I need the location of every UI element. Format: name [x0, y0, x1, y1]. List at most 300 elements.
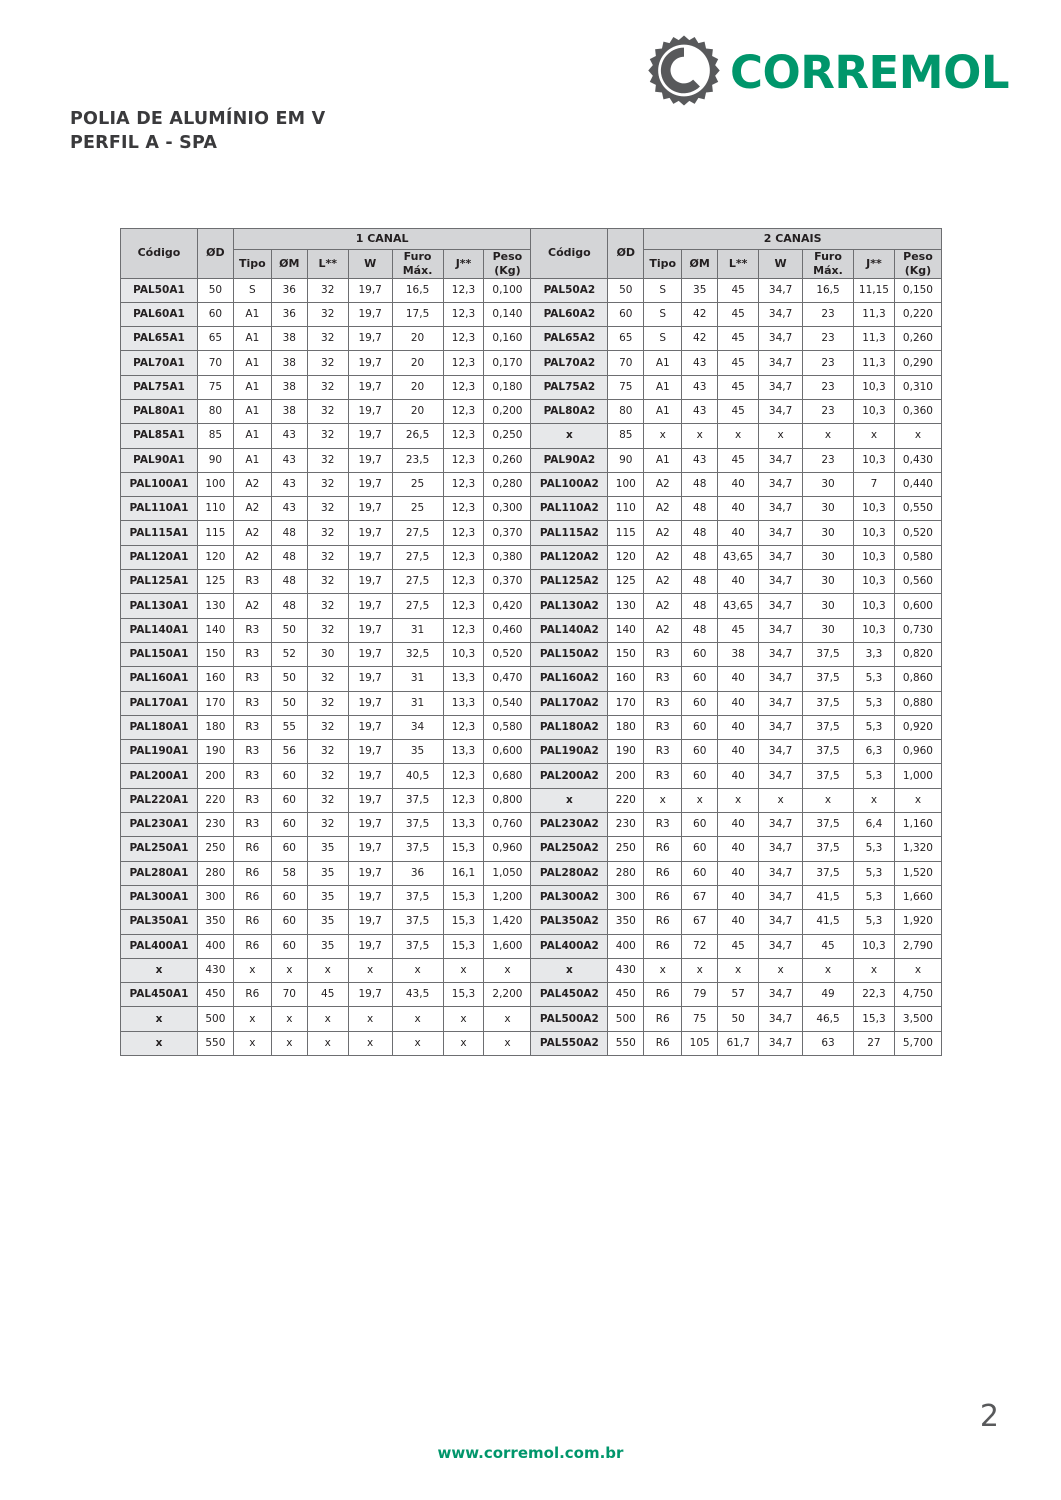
table-cell-value: 32: [307, 570, 348, 594]
page-title-line1: POLIA DE ALUMÍNIO EM V: [70, 109, 326, 129]
table-cell-value: 430: [197, 958, 233, 982]
table-cell-code: PAL400A2: [531, 934, 608, 958]
header-peso-1: [484, 250, 531, 279]
table-cell-value: A1: [233, 351, 271, 375]
table-row: [121, 837, 942, 861]
table-cell-value: x: [484, 1007, 531, 1031]
table-cell-value: 48: [682, 472, 718, 496]
table-cell-value: 0,600: [484, 740, 531, 764]
table-cell-value: 6,4: [853, 813, 894, 837]
table-cell-value: 34,7: [759, 521, 803, 545]
table-cell-value: 37,5: [392, 813, 443, 837]
table-cell-value: 0,440: [894, 472, 941, 496]
table-cell-value: 34,7: [759, 934, 803, 958]
table-cell-value: R3: [644, 764, 682, 788]
table-cell-value: 160: [197, 667, 233, 691]
table-cell-value: 20: [392, 399, 443, 423]
table-cell-value: 32: [307, 448, 348, 472]
table-cell-value: 36: [392, 861, 443, 885]
table-cell-value: 10,3: [443, 642, 484, 666]
table-cell-value: 15,3: [443, 983, 484, 1007]
table-cell-value: 110: [197, 497, 233, 521]
table-cell-value: 32: [307, 424, 348, 448]
table-row: [121, 861, 942, 885]
table-cell-code: PAL125A2: [531, 570, 608, 594]
table-cell-value: R3: [644, 667, 682, 691]
table-cell-value: 48: [682, 618, 718, 642]
table-cell-code: PAL50A2: [531, 278, 608, 302]
table-cell-value: 12,3: [443, 618, 484, 642]
header-furo-2-line1: Furo: [814, 250, 842, 263]
table-cell-value: 180: [197, 715, 233, 739]
table-cell-value: 12,3: [443, 764, 484, 788]
header-l-2: L**: [718, 250, 759, 279]
table-cell-value: 40: [718, 570, 759, 594]
table-cell-code: PAL90A1: [121, 448, 198, 472]
table-row: [121, 302, 942, 326]
table-cell-value: 27,5: [392, 594, 443, 618]
table-cell-value: 36: [271, 278, 307, 302]
table-cell-value: x: [392, 1007, 443, 1031]
table-cell-value: 19,7: [348, 545, 392, 569]
table-cell-value: 37,5: [392, 837, 443, 861]
table-cell-value: 0,560: [894, 570, 941, 594]
table-cell-value: 75: [608, 375, 644, 399]
table-cell-value: 80: [197, 399, 233, 423]
table-cell-value: 32: [307, 764, 348, 788]
table-cell-value: 100: [608, 472, 644, 496]
table-cell-code: PAL160A1: [121, 667, 198, 691]
table-cell-value: 43,65: [718, 594, 759, 618]
table-cell-value: 75: [197, 375, 233, 399]
header-peso-2: [894, 250, 941, 279]
table-cell-value: A2: [233, 545, 271, 569]
table-cell-value: 200: [197, 764, 233, 788]
table-cell-value: x: [853, 424, 894, 448]
table-cell-value: 34,7: [759, 764, 803, 788]
brand-name: CORREMOL: [729, 45, 1009, 99]
table-cell-value: 70: [271, 983, 307, 1007]
table-cell-value: 37,5: [392, 788, 443, 812]
table-cell-value: 220: [608, 788, 644, 812]
table-cell-value: 13,3: [443, 740, 484, 764]
table-cell-value: 55: [271, 715, 307, 739]
table-cell-value: R6: [644, 934, 682, 958]
table-cell-code: PAL300A1: [121, 885, 198, 909]
table-cell-value: 60: [608, 302, 644, 326]
table-cell-value: 23: [803, 302, 854, 326]
table-cell-value: 37,5: [803, 861, 854, 885]
table-cell-value: 52: [271, 642, 307, 666]
table-cell-value: 23: [803, 399, 854, 423]
table-cell-value: 0,220: [894, 302, 941, 326]
table-cell-value: A2: [644, 521, 682, 545]
table-cell-value: x: [718, 958, 759, 982]
table-cell-value: 75: [682, 1007, 718, 1031]
header-furo-1-line2: Máx.: [402, 263, 433, 277]
table-cell-value: 110: [608, 497, 644, 521]
table-cell-value: 60: [271, 934, 307, 958]
table-cell-value: 43: [682, 375, 718, 399]
table-cell-value: 0,300: [484, 497, 531, 521]
table-cell-value: 37,5: [803, 740, 854, 764]
table-cell-value: 19,7: [348, 521, 392, 545]
table-cell-value: 37,5: [392, 885, 443, 909]
table-cell-code: PAL140A2: [531, 618, 608, 642]
table-row: [121, 545, 942, 569]
table-cell-value: 32: [307, 521, 348, 545]
table-cell-value: 19,7: [348, 837, 392, 861]
table-cell-code: PAL190A1: [121, 740, 198, 764]
table-cell-value: 40: [718, 521, 759, 545]
table-cell-value: 0,800: [484, 788, 531, 812]
table-cell-value: 0,100: [484, 278, 531, 302]
table-cell-value: 34,7: [759, 1007, 803, 1031]
table-cell-value: 19,7: [348, 910, 392, 934]
table-cell-value: 37,5: [392, 934, 443, 958]
table-cell-value: 0,180: [484, 375, 531, 399]
table-row: [121, 1031, 942, 1055]
table-cell-value: 30: [803, 497, 854, 521]
table-cell-value: 2,200: [484, 983, 531, 1007]
table-cell-value: 34,7: [759, 1031, 803, 1055]
table-cell-value: x: [307, 1007, 348, 1031]
table-cell-value: 1,920: [894, 910, 941, 934]
table-cell-value: 13,3: [443, 691, 484, 715]
table-cell-value: 37,5: [392, 910, 443, 934]
table-cell-value: 48: [682, 570, 718, 594]
table-cell-value: 38: [271, 399, 307, 423]
table-cell-value: 5,700: [894, 1031, 941, 1055]
table-cell-value: 34,7: [759, 642, 803, 666]
table-cell-value: 37,5: [803, 813, 854, 837]
header-om-2: ØM: [682, 250, 718, 279]
table-cell-value: x: [894, 424, 941, 448]
table-cell-value: 10,3: [853, 934, 894, 958]
table-cell-value: x: [894, 788, 941, 812]
table-cell-code: PAL180A2: [531, 715, 608, 739]
table-cell-value: 500: [197, 1007, 233, 1031]
table-cell-value: x: [233, 1031, 271, 1055]
table-row: [121, 983, 942, 1007]
table-cell-value: 90: [608, 448, 644, 472]
table-cell-value: 32: [307, 375, 348, 399]
table-cell-value: 5,3: [853, 861, 894, 885]
table-cell-value: 45: [718, 302, 759, 326]
table-row: [121, 351, 942, 375]
table-cell-code: PAL500A2: [531, 1007, 608, 1031]
table-cell-value: 220: [197, 788, 233, 812]
table-cell-value: 56: [271, 740, 307, 764]
table-cell-value: 60: [682, 764, 718, 788]
table-cell-value: 37,5: [803, 715, 854, 739]
table-cell-value: 34,7: [759, 448, 803, 472]
table-cell-value: x: [348, 958, 392, 982]
table-cell-code: x: [531, 424, 608, 448]
table-cell-value: 32: [307, 302, 348, 326]
table-cell-value: 19,7: [348, 740, 392, 764]
table-cell-code: x: [531, 788, 608, 812]
table-cell-value: 12,3: [443, 497, 484, 521]
table-cell-value: 45: [718, 448, 759, 472]
table-cell-value: 43: [271, 424, 307, 448]
table-cell-value: 32: [307, 715, 348, 739]
table-cell-value: 16,5: [803, 278, 854, 302]
table-cell-value: 300: [197, 885, 233, 909]
table-cell-value: 550: [608, 1031, 644, 1055]
table-cell-value: S: [644, 327, 682, 351]
table-cell-value: A1: [644, 351, 682, 375]
table-cell-value: 150: [608, 642, 644, 666]
table-cell-value: 5,3: [853, 837, 894, 861]
table-cell-value: 32: [307, 545, 348, 569]
table-cell-code: PAL450A2: [531, 983, 608, 1007]
table-cell-value: x: [853, 958, 894, 982]
table-cell-value: 34,7: [759, 813, 803, 837]
table-cell-value: A2: [644, 545, 682, 569]
table-cell-value: 10,3: [853, 545, 894, 569]
table-cell-value: 0,920: [894, 715, 941, 739]
table-cell-value: 40: [718, 667, 759, 691]
table-cell-value: 45: [718, 327, 759, 351]
table-cell-value: 32: [307, 497, 348, 521]
table-cell-value: A2: [233, 497, 271, 521]
table-cell-code: PAL550A2: [531, 1031, 608, 1055]
table-cell-value: 35: [307, 934, 348, 958]
table-cell-value: 0,520: [894, 521, 941, 545]
table-cell-value: x: [718, 424, 759, 448]
table-cell-value: 11,15: [853, 278, 894, 302]
table-cell-value: 12,3: [443, 424, 484, 448]
table-cell-value: 15,3: [443, 934, 484, 958]
table-cell-value: 10,3: [853, 570, 894, 594]
table-cell-value: x: [271, 1007, 307, 1031]
table-cell-value: 80: [608, 399, 644, 423]
table-cell-value: R3: [644, 715, 682, 739]
table-cell-code: PAL110A2: [531, 497, 608, 521]
table-cell-code: PAL450A1: [121, 983, 198, 1007]
table-cell-value: 65: [197, 327, 233, 351]
table-row: [121, 448, 942, 472]
table-cell-value: 15,3: [443, 837, 484, 861]
pulley-spec-table: [120, 228, 942, 1056]
table-cell-value: 11,3: [853, 327, 894, 351]
table-cell-value: x: [759, 788, 803, 812]
table-cell-value: x: [392, 958, 443, 982]
table-cell-value: R3: [233, 740, 271, 764]
table-cell-value: 34,7: [759, 618, 803, 642]
table-cell-value: S: [233, 278, 271, 302]
table-cell-value: 30: [803, 472, 854, 496]
table-cell-value: 115: [197, 521, 233, 545]
table-cell-value: 34,7: [759, 497, 803, 521]
table-cell-value: 230: [197, 813, 233, 837]
header-furo-2-line2: Máx.: [813, 263, 843, 277]
table-cell-value: 50: [271, 667, 307, 691]
table-cell-value: 58: [271, 861, 307, 885]
table-cell-value: 38: [271, 351, 307, 375]
table-cell-value: 32,5: [392, 642, 443, 666]
table-cell-value: 32: [307, 740, 348, 764]
table-cell-code: PAL280A1: [121, 861, 198, 885]
table-cell-value: x: [392, 1031, 443, 1055]
table-cell-value: 34,7: [759, 594, 803, 618]
table-cell-value: x: [443, 1031, 484, 1055]
table-cell-code: PAL115A1: [121, 521, 198, 545]
header-peso-2-line2: (Kg): [904, 263, 932, 277]
table-cell-code: PAL65A1: [121, 327, 198, 351]
table-cell-value: 23,5: [392, 448, 443, 472]
table-row: [121, 788, 942, 812]
table-cell-code: PAL200A2: [531, 764, 608, 788]
table-row: [121, 715, 942, 739]
table-cell-value: A1: [233, 375, 271, 399]
table-cell-value: 19,7: [348, 375, 392, 399]
table-cell-value: 115: [608, 521, 644, 545]
table-cell-value: 60: [271, 910, 307, 934]
table-cell-value: A2: [644, 594, 682, 618]
table-cell-value: 40,5: [392, 764, 443, 788]
table-cell-value: 12,3: [443, 448, 484, 472]
table-cell-value: 350: [608, 910, 644, 934]
table-cell-value: 400: [608, 934, 644, 958]
table-cell-value: 23: [803, 351, 854, 375]
table-cell-value: 67: [682, 910, 718, 934]
table-cell-value: A1: [644, 448, 682, 472]
table-cell-value: 60: [271, 837, 307, 861]
table-cell-value: 34: [392, 715, 443, 739]
table-cell-value: 60: [271, 813, 307, 837]
table-cell-value: 0,370: [484, 570, 531, 594]
table-cell-value: 0,150: [894, 278, 941, 302]
table-cell-value: 1,050: [484, 861, 531, 885]
table-cell-value: 34,7: [759, 715, 803, 739]
table-cell-value: 43: [271, 472, 307, 496]
table-cell-value: 25: [392, 472, 443, 496]
table-cell-value: 3,500: [894, 1007, 941, 1031]
table-cell-value: 0,290: [894, 351, 941, 375]
table-cell-value: 40: [718, 813, 759, 837]
table-cell-value: 5,3: [853, 667, 894, 691]
table-cell-value: A1: [233, 327, 271, 351]
table-cell-value: x: [894, 958, 941, 982]
table-cell-code: PAL80A1: [121, 399, 198, 423]
table-cell-value: 1,000: [894, 764, 941, 788]
table-cell-value: 34,7: [759, 861, 803, 885]
table-cell-value: 32: [307, 278, 348, 302]
table-cell-value: 0,250: [484, 424, 531, 448]
table-cell-value: 48: [271, 570, 307, 594]
table-cell-value: 36: [271, 302, 307, 326]
table-row: [121, 472, 942, 496]
table-cell-value: 23: [803, 375, 854, 399]
table-cell-value: 0,520: [484, 642, 531, 666]
table-cell-value: 19,7: [348, 642, 392, 666]
table-cell-value: 105: [682, 1031, 718, 1055]
table-cell-value: R3: [644, 813, 682, 837]
table-cell-value: A2: [233, 594, 271, 618]
table-cell-value: R6: [233, 885, 271, 909]
table-cell-value: R6: [233, 837, 271, 861]
table-cell-value: 7: [853, 472, 894, 496]
table-cell-value: 72: [682, 934, 718, 958]
table-cell-value: R6: [233, 861, 271, 885]
table-cell-value: 40: [718, 715, 759, 739]
table-cell-value: 19,7: [348, 788, 392, 812]
table-cell-value: 19,7: [348, 983, 392, 1007]
table-cell-value: R6: [644, 1031, 682, 1055]
table-cell-value: 13,3: [443, 813, 484, 837]
header-furo-max-1: [392, 250, 443, 279]
table-cell-code: PAL130A1: [121, 594, 198, 618]
table-cell-value: 34,7: [759, 837, 803, 861]
table-cell-value: 32: [307, 594, 348, 618]
table-cell-code: PAL65A2: [531, 327, 608, 351]
table-cell-code: PAL115A2: [531, 521, 608, 545]
table-cell-value: 60: [271, 788, 307, 812]
table-cell-code: PAL120A2: [531, 545, 608, 569]
table-cell-value: 60: [271, 764, 307, 788]
table-cell-value: A1: [233, 302, 271, 326]
table-cell-value: 19,7: [348, 764, 392, 788]
table-cell-value: 34,7: [759, 351, 803, 375]
table-cell-value: 1,660: [894, 885, 941, 909]
table-cell-value: 0,370: [484, 521, 531, 545]
table-cell-code: PAL130A2: [531, 594, 608, 618]
header-tipo-2: Tipo: [644, 250, 682, 279]
table-cell-value: R3: [644, 642, 682, 666]
table-cell-value: 12,3: [443, 327, 484, 351]
table-cell-value: 125: [608, 570, 644, 594]
table-cell-value: 0,680: [484, 764, 531, 788]
table-cell-value: 1,320: [894, 837, 941, 861]
table-cell-value: 35: [392, 740, 443, 764]
table-cell-value: 60: [682, 667, 718, 691]
table-cell-value: 43: [271, 497, 307, 521]
table-row: [121, 570, 942, 594]
table-cell-value: 16,5: [392, 278, 443, 302]
table-cell-value: 70: [197, 351, 233, 375]
table-cell-value: 90: [197, 448, 233, 472]
table-cell-value: 10,3: [853, 448, 894, 472]
table-cell-value: 34,7: [759, 885, 803, 909]
table-cell-value: R6: [644, 837, 682, 861]
table-cell-value: R6: [644, 983, 682, 1007]
table-cell-value: x: [443, 958, 484, 982]
table-cell-value: 34,7: [759, 399, 803, 423]
table-cell-code: PAL400A1: [121, 934, 198, 958]
table-cell-code: x: [121, 1031, 198, 1055]
table-cell-value: 20: [392, 327, 443, 351]
table-cell-value: 5,3: [853, 715, 894, 739]
table-cell-value: x: [233, 1007, 271, 1031]
table-row: [121, 764, 942, 788]
table-cell-value: 38: [718, 642, 759, 666]
table-row: [121, 813, 942, 837]
table-cell-value: 0,820: [894, 642, 941, 666]
table-cell-value: 45: [718, 351, 759, 375]
table-cell-value: 31: [392, 691, 443, 715]
table-cell-value: 19,7: [348, 327, 392, 351]
table-cell-value: 280: [608, 861, 644, 885]
table-cell-value: 48: [271, 521, 307, 545]
table-cell-value: 43: [271, 448, 307, 472]
table-cell-value: A2: [233, 521, 271, 545]
table-cell-value: 41,5: [803, 910, 854, 934]
table-row: [121, 375, 942, 399]
table-cell-value: R3: [233, 667, 271, 691]
header-j-2: J**: [853, 250, 894, 279]
